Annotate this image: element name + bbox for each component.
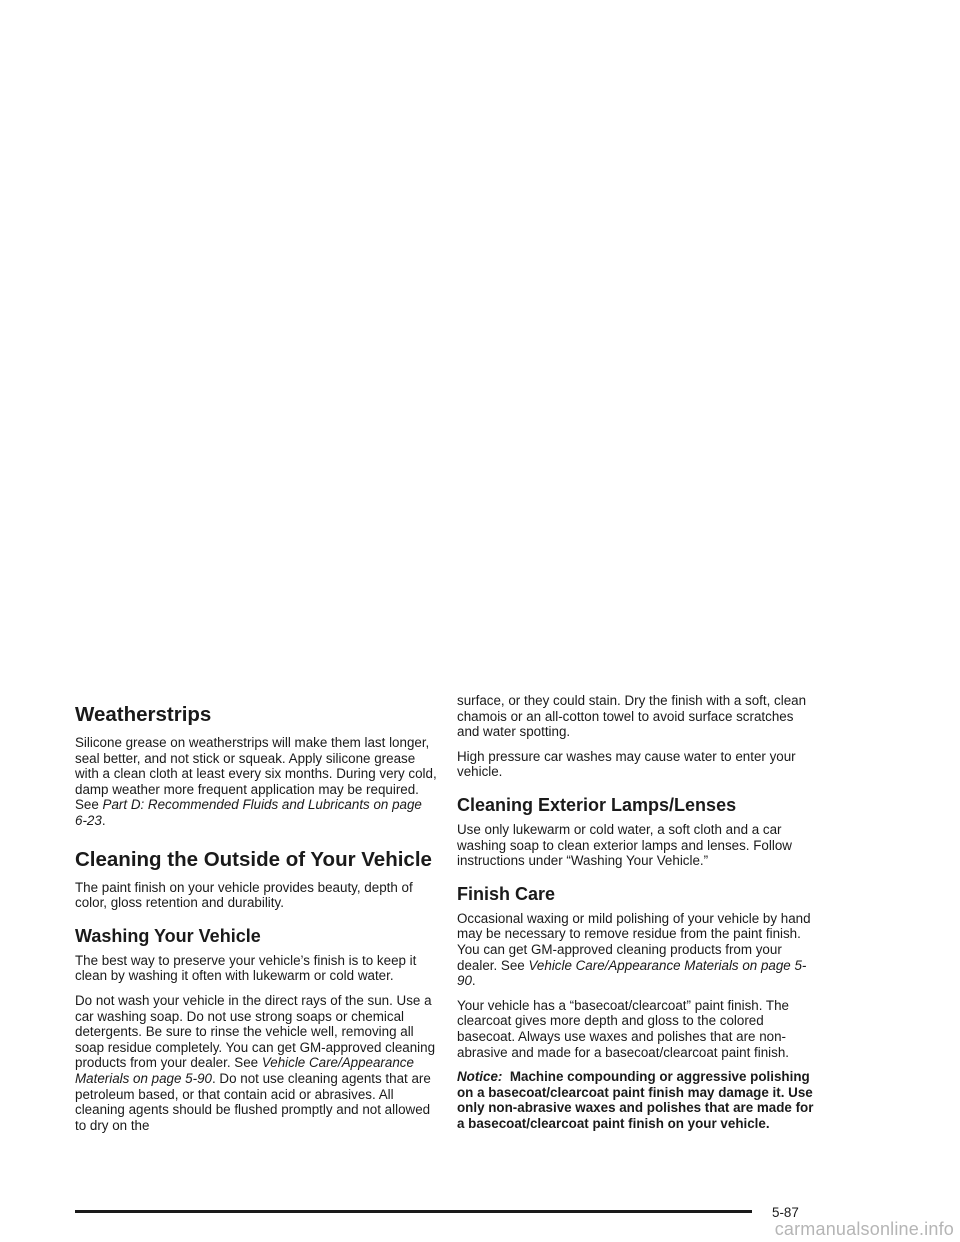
cleaning-outside-paragraph: The paint finish on your vehicle provides beauty, depth of color, gloss retention and durability. xyxy=(75,879,413,911)
washing-text-continued: . Do not use cleaning agents that are petroleum based, or that contain acid or abrasives. All cleaning agents should be flushed promptly and not allowed to dry on the xyxy=(75,1070,431,1133)
weatherstrips-paragraph xyxy=(75,735,437,829)
watermark: carmanualsonline.info xyxy=(774,1219,954,1239)
weatherstrips-text: Silicone grease on weatherstrips will make them last longer, seal better, and not stick or squeak. Apply silicone grease with a clean cloth at least every six months. During very cold, damp weather more frequent application may be required. See xyxy=(75,735,437,813)
washing-paragraph-1: The best way to preserve your vehicle’s finish is to keep it clean by washing it often with lukewarm or cold water. xyxy=(75,952,417,984)
washing-reference: Vehicle Care/Appearance Materials on page 5-90 xyxy=(75,1055,414,1086)
notice-label: Notice: xyxy=(457,1069,503,1085)
heading-exterior-lamps: Cleaning Exterior Lamps/Lenses xyxy=(457,794,737,815)
high-pressure-paragraph: High pressure car washes may cause water to enter your vehicle. xyxy=(457,748,796,780)
heading-weatherstrips: Weatherstrips xyxy=(75,703,212,726)
finish-care-text: Occasional waxing or mild polishing of your vehicle by hand may be necessary to remove residue from the paint finish. You can get GM-approved cleaning products from your dealer. See xyxy=(457,910,811,973)
continued-paragraph: surface, or they could stain. Dry the finish with a soft, clean chamois or an all-cotton towel to avoid surface scratches and water spotting. xyxy=(457,693,807,740)
left-column xyxy=(75,700,437,1142)
notice-body: Machine compounding or aggressive polishing on a basecoat/clearcoat paint finish may damage it. Use only non-abrasive waxes and polishes that are made for a basecoat/clearcoat paint finish on your vehicle. xyxy=(457,1069,814,1131)
weatherstrips-reference: Part D: Recommended Fluids and Lubricants on page 6-23 xyxy=(75,797,422,828)
heading-washing: Washing Your Vehicle xyxy=(75,925,261,946)
weatherstrips-text-end: . xyxy=(101,812,106,828)
finish-care-paragraph-1 xyxy=(457,911,819,989)
right-column xyxy=(457,693,819,1140)
notice-paragraph xyxy=(457,1069,819,1131)
finish-care-reference: Vehicle Care/Appearance Materials on page 5-90 xyxy=(457,957,807,989)
heading-cleaning-outside: Cleaning the Outside of Your Vehicle xyxy=(75,847,432,871)
finish-care-paragraph-2: Your vehicle has a “basecoat/clearcoat” paint finish. The clearcoat gives more depth and gloss to the colored basecoat. Always use waxes and polishes that are non-abrasive and made for a basecoat/clearcoat paint finish. xyxy=(457,997,789,1060)
heading-finish-care: Finish Care xyxy=(457,883,556,904)
exterior-lamps-paragraph: Use only lukewarm or cold water, a soft cloth and a car washing soap to clean exterior lamps and lenses. Follow instructions under “Washing Your Vehicle.” xyxy=(457,821,792,869)
washing-paragraph-2 xyxy=(75,993,437,1133)
washing-text: Do not wash your vehicle in the direct rays of the sun. Use a car washing soap. Do not use strong soaps or chemical detergents. Be sure to rinse the vehicle well, removing all soap residue completely. You can get GM-approved cleaning products from your dealer. See xyxy=(75,992,436,1071)
page-number: 5-87 xyxy=(772,1205,799,1220)
footer-rule xyxy=(75,1210,752,1213)
finish-care-text-end: . xyxy=(471,973,476,989)
